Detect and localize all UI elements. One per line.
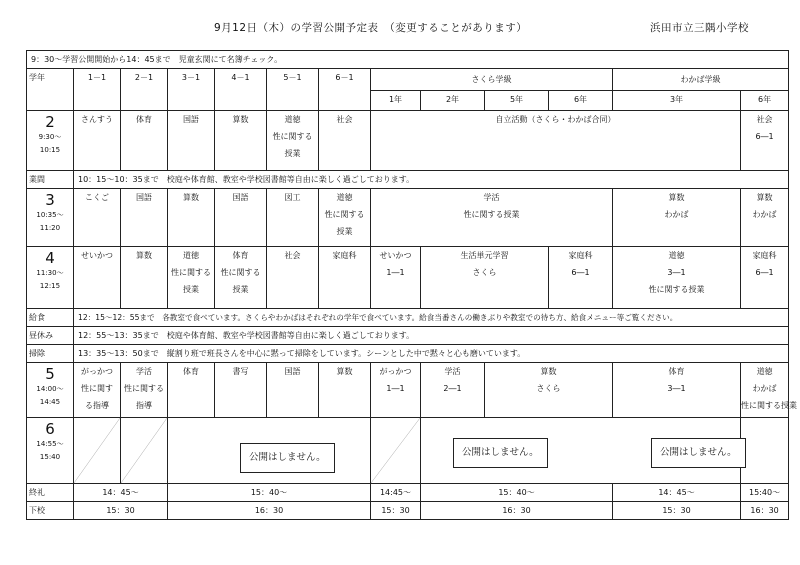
sakura-sub-5: 5年: [485, 91, 549, 111]
cell-line: 3―1: [667, 384, 686, 393]
cell-line: 6―1: [571, 268, 590, 277]
cell-line: る指導: [85, 401, 109, 410]
p2-grade3: [168, 111, 215, 171]
cell-line: 道徳: [183, 251, 199, 260]
p6-grade2-none: [121, 418, 168, 484]
cell-line: 国語: [136, 193, 152, 202]
dismiss-g36: 15：40～: [168, 484, 371, 502]
period-number: 5: [45, 365, 55, 383]
period-end-time: 10:15: [39, 146, 61, 154]
cell-line: せいかつ: [81, 251, 113, 260]
break-label: 業間: [27, 171, 74, 189]
sakura-class-header: さくら学級: [371, 69, 613, 91]
cell-line: 3―1: [667, 268, 686, 277]
cell-line: 書写: [232, 367, 249, 376]
grade-col-5: 5－1: [267, 69, 319, 111]
p2-grade1: [74, 111, 121, 171]
p4-grade6: [319, 247, 371, 309]
cell-line: 性に関する授業: [648, 285, 705, 294]
cell-line: 2―1: [443, 384, 462, 393]
p4-grade3: [168, 247, 215, 309]
lunch-label: 給食: [27, 309, 74, 327]
dismiss-w3: 14：45～: [613, 484, 741, 502]
grade-col-3: 3－1: [168, 69, 215, 111]
wakaba-class-header: わかば学級: [613, 69, 789, 91]
p5-sakura2: [421, 363, 485, 418]
period-2-label: [27, 111, 74, 171]
cell-line: 性に関する: [324, 210, 365, 219]
p3-grade3: [168, 189, 215, 247]
leave-g12: 15：30: [74, 502, 168, 520]
break-text: 10：15～10：35まで 校庭や体育館、教室や学校図書館等自由に楽しく過ごしております。: [74, 171, 789, 189]
document-title: 9月12日（木）の学習公開予定表 （変更することがあります）: [214, 22, 528, 34]
p5-grade3: [168, 363, 215, 418]
cell-line: 算数: [232, 115, 249, 124]
cell-line: 社会: [284, 251, 301, 260]
cell-line: 道徳: [336, 193, 353, 202]
p6-sakura1-none: [371, 418, 421, 484]
cell-line: 体育: [668, 367, 685, 376]
cell-line: 性に関す: [81, 384, 113, 393]
leave-w3: 15：30: [613, 502, 741, 520]
cell-line: 算数: [756, 193, 773, 202]
p2-sakura-wakaba: [371, 111, 741, 171]
p4-sakura6: [549, 247, 613, 309]
leave-label: 下校: [27, 502, 74, 520]
p4-grade2: [121, 247, 168, 309]
p5-sakura56: [485, 363, 613, 418]
dismiss-g12: 14：45～: [74, 484, 168, 502]
cell-line: 国語: [232, 193, 249, 202]
dismiss-s26: 15：40～: [421, 484, 613, 502]
cell-line: 性に関する: [220, 268, 261, 277]
notice-row: 9：30～学習公開開始から14：45まで 児童玄関にて名簿チェック。: [27, 51, 789, 69]
cell-line: さくら: [472, 268, 497, 277]
wakaba-sub-3: 3年: [613, 91, 741, 111]
cell-line: 自立活動（さくら・わかば合同）: [495, 115, 616, 124]
period-start-time: 10:35～: [36, 211, 64, 219]
cell-line: 道徳: [284, 115, 301, 124]
period-number: 6: [45, 420, 55, 438]
cell-line: 家庭科: [332, 251, 357, 260]
cell-line: 道徳: [668, 251, 685, 260]
cell-line: せいかつ: [379, 251, 412, 260]
school-name: 浜田市立三隅小学校: [650, 22, 749, 34]
cell-line: 体育: [232, 251, 249, 260]
period-5-label: [27, 363, 74, 418]
p6-grade1-none: [74, 418, 121, 484]
cell-line: さくら: [536, 384, 561, 393]
p2-wakaba6: [741, 111, 789, 171]
p5-grade5: [267, 363, 319, 418]
cell-line: 体育: [136, 115, 152, 124]
no-public-box: 公開はしません。: [651, 438, 746, 468]
cell-line: 6―1: [755, 132, 774, 141]
recess-label: 昼休み: [27, 327, 74, 345]
cell-line: 6―1: [755, 268, 774, 277]
p3-wakaba3: [613, 189, 741, 247]
p4-sakura25: [421, 247, 549, 309]
p3-grade6: [319, 189, 371, 247]
cell-line: わかば: [752, 210, 777, 219]
period-end-time: 14:45: [39, 398, 61, 406]
cell-line: 国語: [183, 115, 199, 124]
cell-line: がっかつ: [81, 367, 113, 376]
grade-col-1: 1－1: [74, 69, 121, 111]
cell-line: 算数: [183, 193, 199, 202]
p3-grade2: [121, 189, 168, 247]
cell-line: さんすう: [81, 115, 113, 124]
p4-grade5: [267, 247, 319, 309]
period-start-time: 14:55～: [36, 440, 64, 448]
p4-sakura1: [371, 247, 421, 309]
sakura-sub-1: 1年: [371, 91, 421, 111]
cell-line: 社会: [336, 115, 353, 124]
sakura-sub-2: 2年: [421, 91, 485, 111]
no-public-box: 公開はしません。: [453, 438, 548, 468]
grade-header-label: 学年: [27, 69, 74, 111]
cell-line: 図工: [284, 193, 301, 202]
period-start-time: 14:00～: [36, 385, 64, 393]
leave-g36: 16：30: [168, 502, 371, 520]
p3-wakaba6: [741, 189, 789, 247]
cell-line: 性に関する: [171, 268, 211, 277]
cell-line: 授業: [284, 149, 301, 158]
cell-line: 家庭科: [568, 251, 593, 260]
period-4-label: [27, 247, 74, 309]
cell-line: 学活: [136, 367, 152, 376]
cell-line: 1―1: [386, 384, 405, 393]
cell-line: 授業: [336, 227, 353, 236]
cell-line: わかば: [664, 210, 689, 219]
cell-line: 性に関する授業: [741, 401, 797, 410]
dismiss-s1: 14:45～: [371, 484, 421, 502]
cleaning-text: 13：35～13：50まで 縦割り班で班長さんを中心に黙って掃除をしています。シーンとした中で黙々と心も磨いています。: [74, 345, 789, 363]
period-number: 3: [45, 191, 55, 209]
cell-line: がっかつ: [379, 367, 412, 376]
cell-line: 算数: [136, 251, 152, 260]
cell-line: 授業: [232, 285, 249, 294]
cell-line: 算数: [336, 367, 353, 376]
cell-line: 学活: [444, 367, 461, 376]
period-start-time: 11:30～: [36, 269, 64, 277]
p4-grade1: [74, 247, 121, 309]
cell-line: 指導: [136, 401, 152, 410]
recess-text: 12：55～13：35まで 校庭や体育館、教室や学校図書館等自由に楽しく過ごしております。: [74, 327, 789, 345]
cleaning-label: 掃除: [27, 345, 74, 363]
cell-line: 国語: [284, 367, 301, 376]
p3-grade1: [74, 189, 121, 247]
leave-w6: 16：30: [741, 502, 789, 520]
grade-col-4: 4－1: [215, 69, 267, 111]
p6-wakaba-none: [741, 418, 789, 484]
period-number: 2: [45, 113, 55, 131]
p5-grade2: [121, 363, 168, 418]
cell-line: 家庭科: [752, 251, 777, 260]
cell-line: 性に関する: [272, 132, 313, 141]
grade-col-6: 6－1: [319, 69, 371, 111]
wakaba-sub-6: 6年: [741, 91, 789, 111]
cell-line: 算数: [668, 193, 685, 202]
p4-wakaba6: [741, 247, 789, 309]
p2-grade6: [319, 111, 371, 171]
lunch-text: 12：15～12：55まで 各教室で食べています。さくらやわかばはそれぞれの学年で食べています。給食当番さんの働きぶりや教室での待ち方、給食メニュー等ご覧ください。: [74, 309, 789, 327]
period-number: 4: [45, 249, 55, 267]
p5-grade1: [74, 363, 121, 418]
cell-line: 社会: [756, 115, 773, 124]
p2-grade5: [267, 111, 319, 171]
no-public-box: 公開はしません。: [240, 443, 335, 473]
dismiss-w6: 15:40～: [741, 484, 789, 502]
cell-line: 学活: [483, 193, 500, 202]
period-start-time: 9:30～: [38, 133, 62, 141]
cell-line: 1―1: [386, 268, 405, 277]
cell-line: 算数: [540, 367, 557, 376]
p5-wakaba3: [613, 363, 741, 418]
p5-wakaba6: [741, 363, 797, 418]
cell-line: 生活単元学習: [460, 251, 509, 260]
sakura-sub-6: 6年: [549, 91, 613, 111]
grade-col-2: 2－1: [121, 69, 168, 111]
leave-s1: 15：30: [371, 502, 421, 520]
period-end-time: 11:20: [39, 224, 61, 232]
cell-line: わかば: [752, 384, 777, 393]
cell-line: こくご: [85, 193, 109, 202]
p5-grade4: [215, 363, 267, 418]
p3-sakura: [371, 189, 613, 247]
cell-line: 性に関する授業: [463, 210, 520, 219]
period-3-label: [27, 189, 74, 247]
dismissal-label: 終礼: [27, 484, 74, 502]
p4-wakaba3: [613, 247, 741, 309]
period-end-time: 12:15: [39, 282, 61, 290]
leave-s26: 16：30: [421, 502, 613, 520]
p2-grade2: [121, 111, 168, 171]
p3-grade5: [267, 189, 319, 247]
period-end-time: 15:40: [39, 453, 61, 461]
p5-sakura1: [371, 363, 421, 418]
cell-line: 授業: [183, 285, 199, 294]
cell-line: 道徳: [756, 367, 773, 376]
cell-line: 体育: [183, 367, 199, 376]
p2-grade4: [215, 111, 267, 171]
p4-grade4: [215, 247, 267, 309]
p3-grade4: [215, 189, 267, 247]
cell-line: 性に関する: [124, 384, 164, 393]
p5-grade6: [319, 363, 371, 418]
period-6-label: [27, 418, 74, 484]
